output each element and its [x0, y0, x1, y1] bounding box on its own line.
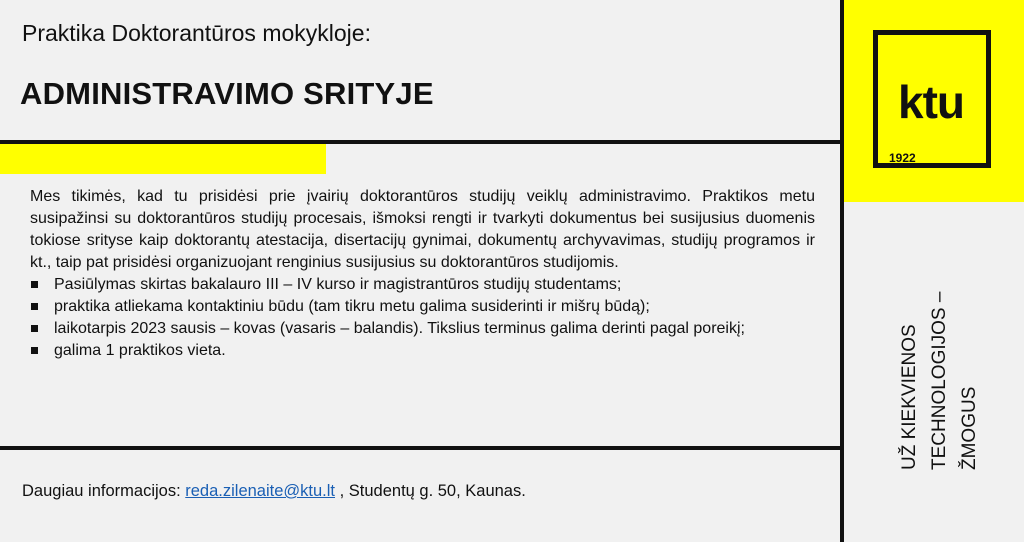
bottom-divider [0, 446, 840, 450]
slogan-line-3: ŽMOGUS [959, 386, 980, 470]
page-title: ADMINISTRAVIMO SRITYJE [20, 76, 434, 111]
bullet-text: galima 1 praktikos vieta. [54, 342, 226, 359]
list-item [30, 274, 815, 296]
bullet-list [30, 274, 815, 362]
bullet-text: Pasiūlymas skirtas bakalauro III – IV kurso ir magistrantūros studijų studentams; [54, 276, 622, 293]
bullet-square-icon [31, 347, 38, 354]
bullet-square-icon [31, 281, 38, 288]
list-item [30, 318, 815, 340]
contact-label: Daugiau informacijos: [22, 482, 181, 500]
ktu-logo [873, 30, 991, 168]
description-paragraph: Mes tikimės, kad tu prisidėsi prie įvairių doktorantūros studijų veiklų administravimo. Praktikos metu susipažinsi su doktorantūros studijų procesais, išmoksi rengti ir tvarkyti dokumentus bei susijusius duomenis tokiose srityse kaip doktorantų atestacija, disertacijų gynimai, dokumentų archyvavimas, studijų programos ir kt., taip pat prisidėsi organizuojant renginius susijusius su doktorantūros studijomis. [30, 188, 815, 271]
logo-text: ktu [898, 76, 964, 128]
list-item [30, 340, 815, 362]
slogan-line-2: TECHNOLOGIJOS – [929, 291, 950, 470]
bullet-text: laikotarpis 2023 sausis – kovas (vasaris – balandis). Tikslius terminus galima derinti pagal poreikį; [54, 320, 745, 337]
accent-bar [0, 144, 326, 174]
contact-address: , Studentų g. 50, Kaunas. [335, 482, 526, 500]
bullet-square-icon [31, 325, 38, 332]
contact-info [22, 482, 526, 501]
slogan-line-1: UŽ KIEKVIENOS [899, 324, 920, 470]
page-subtitle: Praktika Doktorantūros mokykloje: [22, 20, 371, 46]
slogan [895, 292, 985, 470]
bullet-text: praktika atliekama kontaktiniu būdu (tam tikru metu galima susiderinti ir mišrų būdą); [54, 298, 650, 315]
contact-email-link[interactable]: reda.zilenaite@ktu.lt [185, 482, 336, 500]
list-item [30, 296, 815, 318]
description-block [30, 186, 815, 362]
bullet-square-icon [31, 303, 38, 310]
logo-year: 1922 [889, 151, 916, 165]
